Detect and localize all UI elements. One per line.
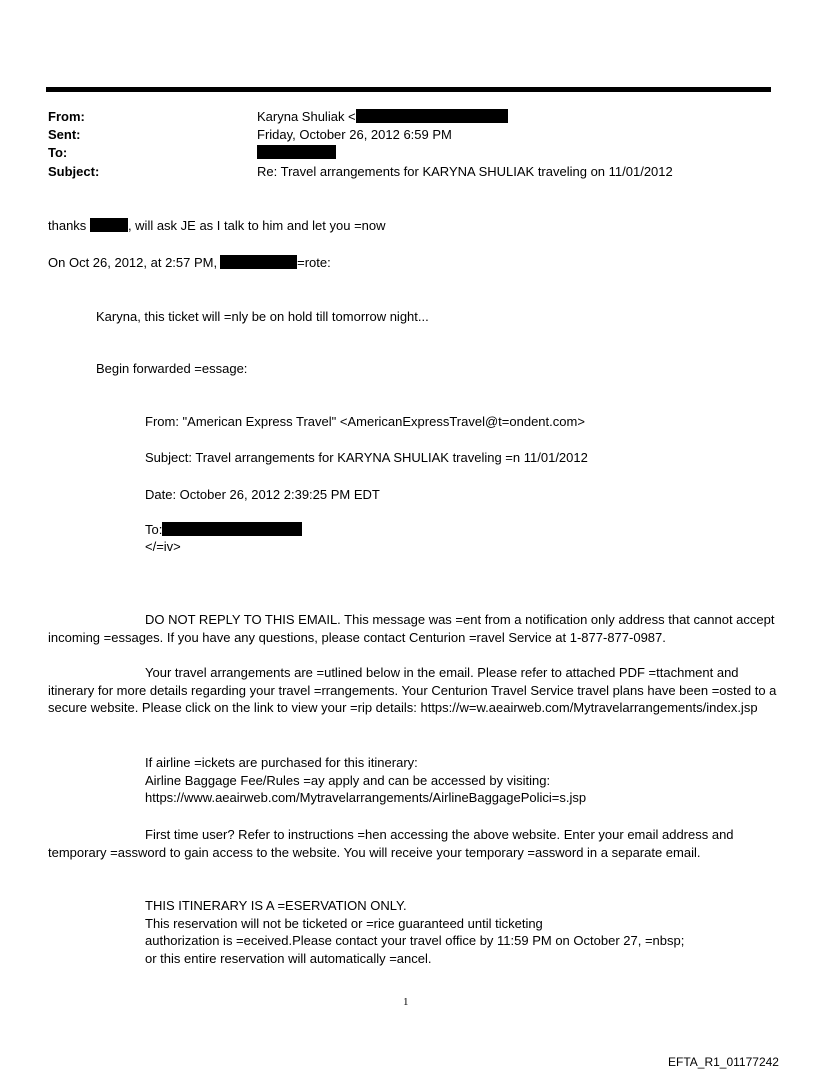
redaction-box bbox=[257, 145, 336, 159]
redaction-box bbox=[356, 109, 508, 123]
sent-value: Friday, October 26, 2012 6:59 PM bbox=[257, 127, 452, 142]
on-date-text: On Oct 26, 2012, at 2:57 PM, bbox=[48, 255, 218, 270]
document-id: EFTA_R1_01177242 bbox=[668, 1055, 779, 1069]
airline-line: Airline Baggage Fee/Rules =ay apply and can be accessed by visiting: bbox=[145, 772, 551, 788]
reservation-line: authorization is =eceived.Please contact your travel office by 11:59 PM on October 27, =nbsp; bbox=[145, 933, 685, 948]
thanks-text-rest: , will ask JE as I talk to him and let you =now bbox=[127, 218, 386, 233]
wrote-text: =rote: bbox=[297, 255, 331, 270]
para-firsttime bbox=[48, 826, 783, 861]
thanks-text: thanks bbox=[48, 218, 87, 233]
page-number: 1 bbox=[403, 996, 409, 1008]
forwarded-div-tag: </=iv> bbox=[145, 539, 181, 554]
reservation-line: This reservation will not be ticketed or =rice guaranteed until ticketing bbox=[145, 915, 543, 931]
hold-line: Karyna, this ticket will =nly be on hold till tomorrow night... bbox=[96, 309, 429, 324]
forwarded-from: From: "American Express Travel" <AmericanExpressTravel@t=ondent.com> bbox=[145, 414, 585, 429]
redaction-box bbox=[162, 522, 302, 536]
reservation-block bbox=[145, 897, 684, 967]
forwarded-date: Date: October 26, 2012 2:39:25 PM EDT bbox=[145, 487, 380, 502]
para-noreply-text: DO NOT REPLY TO THIS EMAIL. This message was =ent from a notification only address that cannot accept incoming =essages. If you have any questions, please contact Centurion =ravel Service at 1-877-877-0987. bbox=[48, 612, 775, 645]
airline-link[interactable]: https://www.aeairweb.com/Mytravelarrangements/AirlineBaggagePolici=s.jsp bbox=[145, 790, 587, 805]
forwarded-to-label: To: bbox=[145, 522, 163, 537]
on-date-line bbox=[48, 255, 331, 271]
para-arrangements-text: Your travel arrangements are =utlined below in the email. Please refer to attached PDF =ttachment and itinerary for more details regarding your travel =rrangements. Your Centurion Travel Service travel plans have been =osted to a secure website. Please click on the link to view your =rip details: https://w=w.aeairweb.com/Mytravelarrangements/index.jsp bbox=[48, 665, 777, 715]
forwarded-subject: Subject: Travel arrangements for KARYNA SHULIAK traveling =n 11/01/2012 bbox=[145, 450, 588, 465]
to-label: To: bbox=[48, 145, 68, 160]
header-rule bbox=[46, 87, 771, 92]
from-label: From: bbox=[48, 109, 85, 124]
begin-forwarded: Begin forwarded =essage: bbox=[96, 361, 248, 376]
reservation-line: THIS ITINERARY IS A =ESERVATION ONLY. bbox=[145, 898, 407, 913]
redaction-box bbox=[90, 218, 128, 232]
thanks-line bbox=[48, 218, 386, 234]
para-firsttime-text: First time user? Refer to instructions =hen accessing the above website. Enter your email address and temporary =assword to gain access to the website. You will receive your temporary =assword in a separate email. bbox=[48, 827, 734, 860]
subject-label: Subject: bbox=[48, 164, 100, 179]
to-value bbox=[257, 145, 336, 161]
airline-line: If airline =ickets are purchased for this itinerary: bbox=[145, 755, 418, 770]
redaction-box bbox=[220, 255, 297, 269]
from-value bbox=[257, 109, 508, 125]
airline-block bbox=[145, 754, 586, 807]
para-arrangements bbox=[48, 664, 783, 717]
from-name: Karyna Shuliak < bbox=[257, 109, 356, 124]
para-noreply bbox=[48, 611, 783, 646]
subject-value: Re: Travel arrangements for KARYNA SHULIAK traveling on 11/01/2012 bbox=[257, 164, 673, 179]
forwarded-to bbox=[145, 522, 302, 538]
sent-label: Sent: bbox=[48, 127, 81, 142]
reservation-line: or this entire reservation will automatically =ancel. bbox=[145, 950, 432, 966]
